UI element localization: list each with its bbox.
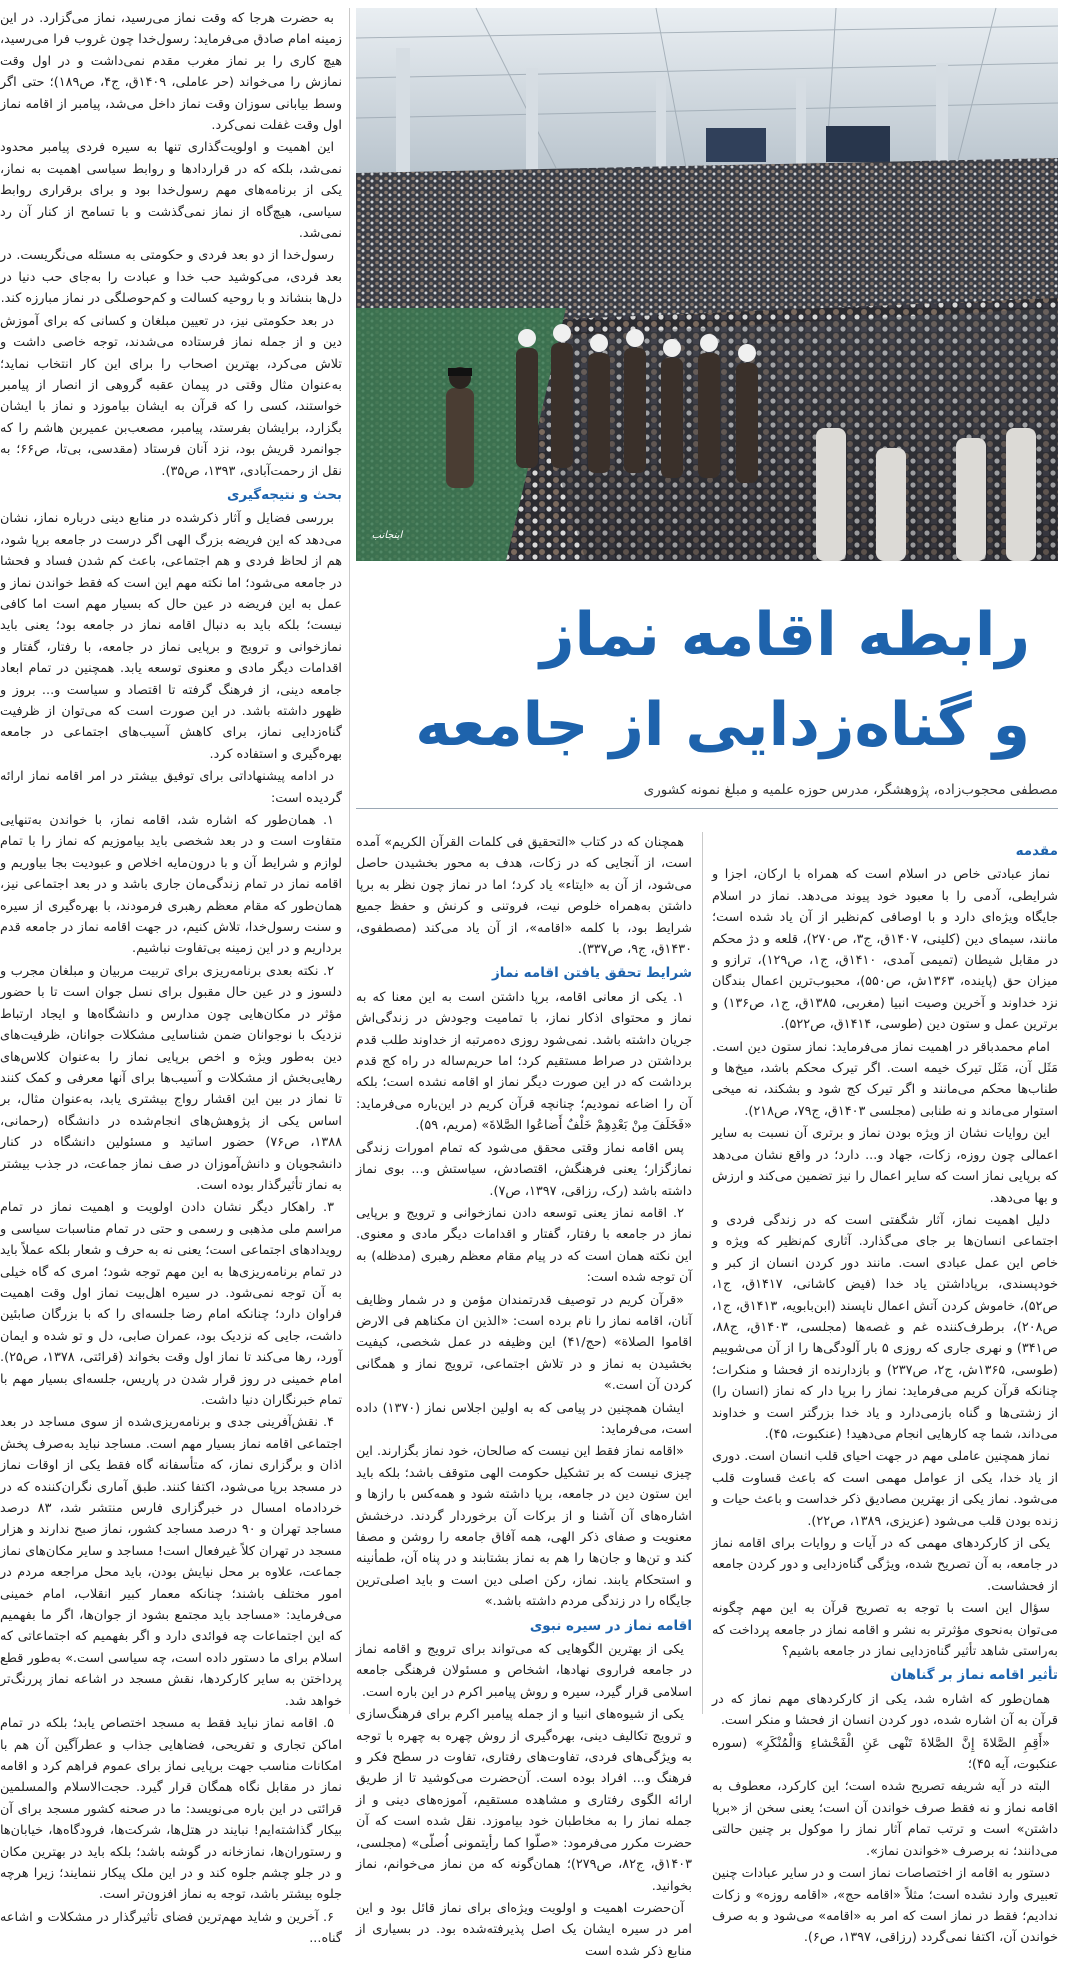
- paragraph: امام محمدباقر در اهمیت نماز می‌فرماید: نماز ستون دین است. مَثَل آن، مَثَل تیرک خیمه است. اگر تیرک محکم باشد، میخ‌ها و طناب‌ها محکم می‌مانند و اگر تیرک کج شود و بشکند، نه میخی استوار می‌ماند و نه طنابی (مجلسی ۱۴۰۳ق، ج۷۹، ص۲۱۸).: [712, 1039, 1058, 1119]
- paragraph: به حضرت هرجا که وقت نماز می‌رسید، نماز می‌گزارد. در این زمینه امام صادق می‌فرماید: رسول‌خدا چون غروب فرا می‌رسید، هیچ کاری را بر نماز مغرب مقدم نمی‌داشت و در اول وقت نمازش را می‌خواند (حر عاملی، ۱۴۰۹ق، ج۴، ص۱۸۹)؛ حتی اگر وسط بیابانی سوزان وقت نماز داخل می‌شد، پیامبر از اقامه نماز اول وقت غفلت نمی‌کرد.: [0, 11, 343, 134]
- paragraph: ۴. نقش‌آفرینی جدی و برنامه‌ریزی‌شده از سوی مساجد در بعد اجتماعی اقامه نماز بسیار مهم است. مساجد نباید به‌صرف پخش اذان و برگزاری نماز‌، که متأسفانه گاه فقط یکی از اوقات نماز در مسجد برپا می‌شود، اکتفا کنند. طبق آماری نگران‌کننده که در خردادماه امسال در خبرگزاری فارس منتشر شد، ۸۳ درصد مساجد تهران و ۹۰ درصد مساجد کشور، نماز صبح ندارند و هزار مسجد در تهران کلاً غیرفعال است! مساجد و سایر مکان‌های نماز جماعت، علاوه بر محل نیایش بودن، باید محل مراجعه مردم در امور مختلف باشند؛ چنانکه معمار کبیر انقلاب، امام خمینی می‌فرماید: «مساجد باید مجتمع بشود از جوان‌ها، اگر ما بفهمیم که این اجتماعات چه فوائدی دارد و اگر بفهمیم که اجتماعاتی که اسلام برای ما دستور داده است، چه سیاسی است.» به‌طور قطع پرداختن به سایر کارکردها، نقش مسجد در اشاعه نماز پررنگ‌تر خواهد شد.: [0, 1415, 343, 1709]
- column-divider: [349, 8, 350, 1714]
- article-column-right: [712, 838, 1059, 1946]
- paragraph: نماز عبادتی خاص در اسلام است که همراه با ارکان، اجزا و شرایطی، آدمی را با معبود خود پیوند می‌دهد. نماز در اسلام جایگاه ویژه‌ای دارد و با اوصافی کم‌نظیر از آن یاد شده است؛ مانند، سیمای دین (کلینی، ۱۴۰۷ق، ج۳، ص۲۷۰)، قلعه و دژ محکم در مقابل شیطان (تمیمی آمدی، ۱۴۱۰ق، ج۱، ص۱۲۹)، ترازو و میزان حق (پاینده، ۱۳۶۳ش، ص۵۵۰)، محبوب‌ترین اعمال بندگان نزد خداوند و آخرین وصیت انبیا (مغربی، ۱۳۸۵ق، ج۱، ص۱۳۶) و برترین عمل و ستون دین (طوسی، ۱۴۱۴ق، ص۵۲۲).: [712, 867, 1059, 1033]
- paragraph: «اقامه نماز فقط این نیست که صالحان، خود نماز بگزارند. این چیزی نیست که بر تشکیل حکومت الهی متوقف باشد؛ بلکه باید این ستون دین در جامعه، برپا داشته شود و همه‌کس با رازها و اشاره‌های آن آشنا و از برکات آن برخوردار گردند. درخشش معنویت و صفای ذکر الهی، همه آفاق جامعه را روشن و مصفا کند و تن‌ها و جان‌ها را هم به نماز بشتابند و در پناه آن، طمأنینه و استحکام یابند. نماز، رکن اصلی دین است و باید اصلی‌ترین جایگاه را در زندگی مردم داشته باشد.»: [356, 1444, 692, 1610]
- headline-line-1: رابطه اقامه نماز: [540, 600, 1030, 670]
- paragraph: رسول‌خدا از دو بعد فردی و حکومتی به مسئله می‌نگریست. در بعد فردی، می‌کوشید حب خدا و عبادت را به‌جای حب دنیا در دل‌ها بنشاند و با روحیه کسالت و کم‌حوصلگی در نماز مبارزه کند.: [0, 248, 342, 307]
- paragraph: ۱. همان‌طور که اشاره شد، اقامه نماز، با خواندن به‌تنهایی متفاوت است و در بعد شخصی باید بیاموزیم که نماز را با تمام لوازم و شرایط آن و با درون‌مایه اخلاص و عبودیت بجا بیاوریم و اقامه نماز در تمام زندگی‌مان جاری باشد و در بعد اجتماعی نیز، همان‌طور که مقام معظم رهبری فرمودند، با بهره‌گیری از سیره و سنت رسول‌خدا، تلاش کنیم، در جهت اقامه نماز در جامعه قدم برداریم و در این زمینه بی‌تفاوت نباشیم.: [0, 813, 342, 957]
- paragraph: دستور به اقامه از اختصاصات نماز است و در سایر عبادات چنین تعبیری وارد نشده است؛ مثلاً «اقامه حج»، «اقامه روزه» و زکات ندادیم؛ فقط در نماز است که امر به «اقامه» می‌شود و به صرف خواندن آن، اکتفا نمی‌گردد (رزاقی، ۱۳۹۷، ص۶).: [712, 1866, 1058, 1946]
- quran-verse: «أَقِمِ الصَّلاةَ إِنَّ الصَّلاةَ تَنْهى عَنِ الْفَحْشاءِ وَالْمُنْكَرِ» (سوره عنکبوت، آیه ۴۵)؛: [712, 1735, 1058, 1773]
- paragraph: البته در آیه شریفه تصریح شده است؛ این کارکرد، معطوف به اقامه نماز و نه فقط صرف خواندن آن است؛ یعنی سخن از «برپا داشتن» است و ترتب تمام آثار نماز را موکول بر چنین حالتی می‌دانند؛ نه برصرف «خواندن نماز».: [712, 1779, 1058, 1859]
- photo-credit-signature: اینجانب: [371, 530, 403, 541]
- paragraph: ۱. یکی از معانی اقامه، برپا داشتن است به این معنا که به نماز و محتوای اذکار نماز، با تمامیت وجودش در زندگی‌اش جریان داشته باشد. نمی‌شود روزی ده‌مرتبه از خداوند طلب قدم برداشتن در صراط مستقیم کرد؛ اما حریم‌ساله در راه کج قدم برداشت که در این صورت دیگر نماز او اقامه نشده است؛ بلکه آن را اضاعه نمودیم؛ چنانچه قرآن کریم در این‌باره می‌فرماید: «فَخَلَفَ مِنْ بَعْدِهِمْ خَلْفٌ أَضاعُوا الصَّلاةَ» (مریم، ۵۹).: [356, 989, 692, 1134]
- paragraph: در ادامه پیشنهاداتی برای توفیق بیشتر در امر اقامه نماز ارائه گردیده است:: [0, 769, 342, 806]
- section-heading-conclusion: بحث و نتیجه‌گیری: [226, 486, 342, 503]
- paragraph: پس اقامه نماز وقتی محقق می‌شود که تمام امورات زندگی نمازگزار؛ یعنی فرهنگش، اقتصادش، سیاستش و... بوی نماز داشته باشد (رک، رزاقی، ۱۳۹۷، ص۷).: [356, 1140, 692, 1199]
- paragraph: در بعد حکومتی نیز، در تعیین مبلغان و کسانی که برای آموزش دین و از جمله نماز فرستاده می‌شدند، توجه خاصی داشت و تلاش می‌کرد، بهترین اصحاب را برای این کار انتخاب نماید؛ به‌عنوان مثال وقتی در پیمان عقبه گروهی از انصار از پیامبر خواستند، کسی را که قرآن به ایشان بیاموزد و نماز با ایشان بگزارد، برایشان بفرستد، پیامبر، مصعب‌بن عمیربن هاشم را که جوانمرد قریش بود، نزد آنان فرستاد (مقدسی، بی‌تا، ص۶۶؛ به نقل از رحمت‌آبادی، ۱۳۹۳، ص۳۵).: [0, 313, 342, 479]
- paragraph: ۵. اقامه نماز نباید فقط به مسجد اختصاص یابد؛ بلکه در تمام اماکن تجاری و تفریحی، فضاهایی جذاب و عطرآگین آن هم با امکانات مناسب جهت برپایی نماز برای عموم فراهم کرد و اقامه نماز در مقابل نگاه همگان قرار گیرد. حجت‌الاسلام والمسلمین قرائتی در این باره می‌نویسد: ما در صحنه کشور مسجد برای آن بیکار گذاشته‌ایم! نبایند در هتل‌ها، شرکت‌ها، فرودگاه‌ها، خیابان‌ها و رستوران‌ها، نمازخانه در گوشه باشد؛ بلکه باید در بهترین مکان و در جلو چشم جلوه کند و در این ملک پیکار ننمایند؛ زیرا هرچه جلوه بیشتر باشد، توجه به نماز افزون‌تر است.: [0, 1716, 342, 1903]
- paragraph: همچنان که در کتاب «التحقیق فی کلمات القرآن الکریم» آمده است، از آنجایی که در زکات، هدف به محور بخشیدن حاصل می‌شود، از آن به «ایتاء» یاد کرد؛ اما در نماز چون نظر به برپا داشتن به‌همراه خلوص نیت، فروتنی و کرنش و حفظ جمیع شرایط بود، با کلمه «اقامه»، از آن یاد می‌کند (مصطفوی، ۱۴۳۰ق، ج۹، ص۳۳۷).: [356, 835, 692, 958]
- paragraph: ۳. راهکار دیگر نشان دادن اولویت و اهمیت نماز در تمام مراسم ملی مذهبی و رسمی و حتی در تمام مناسبات سیاسی و رویدادهای اجتماعی است؛ یعنی نه به حرف و شعار بلکه عملاً باید در تمام برنامه‌ریزی‌ها به این مهم توجه شود؛ امری که گاه خیلی به آن توجه نمی‌شود. در سیره اهل‌بیت نماز اول وقت اهمیت فراوان دارد؛ چنانکه امام رضا جلسه‌ای را که با بزرگان صابئین داشت، جایی که نزدیک بود، عمران صابی، دل و تو شده و ایمان آورد، رها می‌کند تا نماز اول وقت بخواند (قرائتی، ۱۳۷۸، ص۲۵). امام خمینی در روز قرار شدن در پاریس، جلسه‌ای بسیار مهم با تمام خبرنگاران دنیا داشت.: [0, 1200, 343, 1408]
- section-heading-conditions: شرایط تحقق یافتن اقامه نماز: [492, 965, 692, 982]
- article-headline: [356, 590, 1058, 770]
- paragraph: سؤال این است با توجه به تصریح قرآن به این مهم چگونه می‌توان به‌نحوی مؤثرتر به نشر و اقامه نماز در جامعه پرداخت که به‌راستی شاهد تأثیر گناه‌زدایی نماز در جامعه باشیم؟: [712, 1601, 1058, 1660]
- headline-line-2: و گناه‌زدایی از جامعه: [415, 690, 1030, 760]
- paragraph: این اهمیت و اولویت‌گذاری تنها به سیره فردی پیامبر محدود نمی‌شد، بلکه که در قراردادها و روابط سیاسی اهمیت به نماز، یکی از برنامه‌های مهم رسول‌خدا بود و برای برقراری روابط سیاسی، هیچ‌گاه از نماز نمی‌گذشت و با تسامح از کنار آن رد نمی‌شد.: [0, 140, 342, 242]
- paragraph: بررسی فضایل و آثار ذکرشده در منابع دینی درباره نماز، نشان می‌دهد که این فریضه بزرگ الهی اگر درست در جامعه برپا شود، هم از لحاظ فردی و هم اجتماعی، باعث کم شدن فساد و فحشا در جامعه می‌شود؛ اما نکته مهم این است که فقط خواندن نماز و عمل به این فریضه در عین حال که بسیار مهم است اما کافی نیست؛ بلکه باید به دنبال اقامه نماز در جامعه بود؛ یعنی باید نمازخوانی و ترویج و برپایی نماز در جامعه، با رفتار، گفتار و اقدامات دیگر مادی و معنوی توسعه یابد. همچنین در تمام ابعاد جامعه دینی، از فرهنگ گرفته تا اقتصاد و سیاست و... بروز و ظهور داشته باشد. در این صورت است که می‌توان از ظرفیت گناه‌زدایی نماز، برای کاهش آسیب‌های اجتماعی در جامعه بهره‌گیری و استفاده کرد.: [0, 511, 342, 762]
- article-column-left: [0, 8, 343, 1947]
- column-divider: [702, 832, 703, 1714]
- paragraph: ۶. آخرین و شاید مهم‌ترین فضای تأثیرگذار در مشکلات و اشاعه گناه...: [0, 1909, 342, 1947]
- article-column-middle: [356, 832, 693, 1959]
- byline-divider: [356, 808, 1058, 809]
- paragraph: یکی از کارکردهای مهمی که در آیات و روایات برای اقامه نماز در جامعه، به آن تصریح شده، ویژگی گناه‌زدایی و دور کردن جامعه از فحشاست.: [712, 1536, 1058, 1594]
- paragraph: یکی از شیوه‌های انبیا و از جمله پیامبر اکرم برای فرهنگ‌سازی و ترویج تکالیف دینی، بهره‌گیری از روش چهره به چهره با توجه به ویژگی‌های فردی، تفاوت‌های رفتاری، تفاوت در سطح فکر و فرهنگ و... افراد بوده است. آن‌حضرت می‌کوشید تا از طریق ارائه الگوی رفتاری و مشاهده مستقیم، آموزه‌های دینی و از جمله نماز را به مخاطبان خود بیاموزد. نقل شده است که آن حضرت مکرر می‌فرمود: «صلّوا کما رأیتمونی اُصلّی» (مجلسی، ۱۴۰۳ق، ج۸۲، ص۲۷۹)؛ همان‌گونه که من نماز می‌خوانم، نماز بخوانید.: [356, 1707, 693, 1894]
- friday-prayer-photo: [356, 8, 1058, 561]
- paragraph: دلیل اهمیت نماز، آثار شگفتی است که در زندگی فردی و اجتماعی انسان‌ها بر جای می‌گذارد. آثاری کم‌نظیر که ویژه و خاص این عمل عبادی است. مانند دور کردن انسان از کبر و خودپسندی، برپاداشتن یاد خدا (فیض کاشانی، ۱۴۱۷ق، ج۱، ص۵۲)، خاموش کردن آتش اعمال ناپسند (ابن‌بابویه، ۱۴۱۳ق، ج۱، ص۲۰۸)، برطرف‌کننده غم و غصه‌ها (مجلسی، ۱۴۰۳ق، ج۸۸، ص۳۴۱) و نهری جاری که روزی ۵ بار آلودگی‌ها را از آن می‌شوییم (طوسی، ۱۳۶۵ش، ج۲، ص۲۳۷) و بازدارنده از فحشا و منکرات؛ چنانکه قرآن کریم می‌فرماید: نماز را برپا دار که نماز (انسان را) از زشتی‌ها و گناه بازمی‌دارد و یاد خدا بزرگتر است و خداوند می‌داند، شما چه کارهایی انجام می‌دهید! (عنکبوت، ۴۵).: [712, 1212, 1059, 1442]
- paragraph: ایشان همچنین در پیامی که به اولین اجلاس نماز (۱۳۷۰) داده است، می‌فرماید:: [356, 1400, 692, 1437]
- section-heading-prophet: اقامه نماز در سیره نبوی: [529, 1617, 692, 1634]
- paragraph: آن‌حضرت اهمیت و اولویت ویژه‌ای برای نماز قائل بود و این امر در سیره ایشان یک اصل پذیرفته‌شده بود. در بسیاری از منابع ذکر شده است: [356, 1900, 692, 1959]
- paragraph: همان‌طور که اشاره شد، یکی از کارکردهای مهم نماز که در قرآن به آن اشاره شده، دور کردن انسان از فحشا و منکر است.: [712, 1691, 1058, 1729]
- section-heading-intro: مقدمه: [1015, 843, 1058, 859]
- paragraph: ۲. اقامه نماز یعنی توسعه دادن نمازخوانی و ترویج و برپایی نماز در جامعه با رفتار، گفتار و اقدامات دیگر مادی و معنوی. این نکته همان است که در پیام مقام معظم رهبری (مدظله) به آن توجه شده است:: [356, 1205, 692, 1286]
- paragraph: یکی از بهترین الگوهایی که می‌تواند برای ترویج و اقامه نماز در جامعه فراروی نهادها، اشخاص و مسئولان فرهنگی جامعه اسلامی قرار گیرد، سیره و روش پیامبر اکرم در این باره است.: [356, 1642, 692, 1700]
- paragraph: این روایات نشان از ویژه بودن نماز و برتری آن نسبت به سایر اعمالی چون روزه، زکات، جهاد و... دارد؛ در واقع نشان می‌دهد که برپایی نماز است که سایر اعمال را نیز تضمین می‌کند و ارزش و بها می‌دهد.: [712, 1126, 1058, 1206]
- paragraph: «قرآن کریم در توصیف قدرتمندان مؤمن و در شمار وظایف آنان، اقامه نماز را نام برده است: «الذین ان مکناهم فی الارض اقاموا الصلاة» (حج/۴۱) این وظیفه در عمل شخصی، کیفیت بخشیدن به نماز و در تلاش اجتماعی، ترویج نماز و همگانی کردن آن است.»: [356, 1292, 692, 1394]
- prayer-crowd-illustration: [356, 8, 1058, 561]
- section-heading-effect: تأثیر اقامه نماز بر گناهان: [890, 1667, 1058, 1684]
- paragraph: نماز همچنین عاملی مهم در جهت احیای قلب انسان است. دوری از یاد خدا، یکی از عوامل مهمی است که باعث قساوت قلب می‌شود. نماز یکی از بهترین مصادیق ذکر خداست و باعث حیات و زنده بودن قلب می‌شود (عزیزی، ۱۳۸۹، ص۲۲).: [712, 1449, 1058, 1529]
- paragraph: ۲. نکته بعدی برنامه‌ریزی برای تربیت مربیان و مبلغان مجرب و دلسوز و در عین حال مقبول برای نسل جوان است تا با حضور مؤثر در مکان‌هایی چون مدارس و دانشگاه‌ها و ایجاد ارتباط نزدیک با نوجوانان ضمن شناسایی مشکلات جوانان، ظرفیت‌های دین به‌طور ویژه و اخص برپایی نماز را به‌عنوان کلاس‌های رهایی‌بخش از مشکلات و آسیب‌ها برای آنها معرفی و کمک کنند تا نماز در بین این اقشار رواج بیشتری یابد، به‌عنوان مثال، بر اساس یکی از پژوهش‌های انجام‌شده در دانشگاه (رحمانی، ۱۳۸۸، ص۷۶) حضور اساتید و مسئولین دانشگاه در کنار دانشجویان و دانش‌آموزان در صف نماز جماعت، در جذب بیشتر به نماز تأثیرگذار بوده است.: [0, 963, 342, 1193]
- author-byline: مصطفی محجوب‌زاده، پژوهشگر، مدرس حوزه علمیه و مبلغ نمونه کشوری: [643, 782, 1058, 798]
